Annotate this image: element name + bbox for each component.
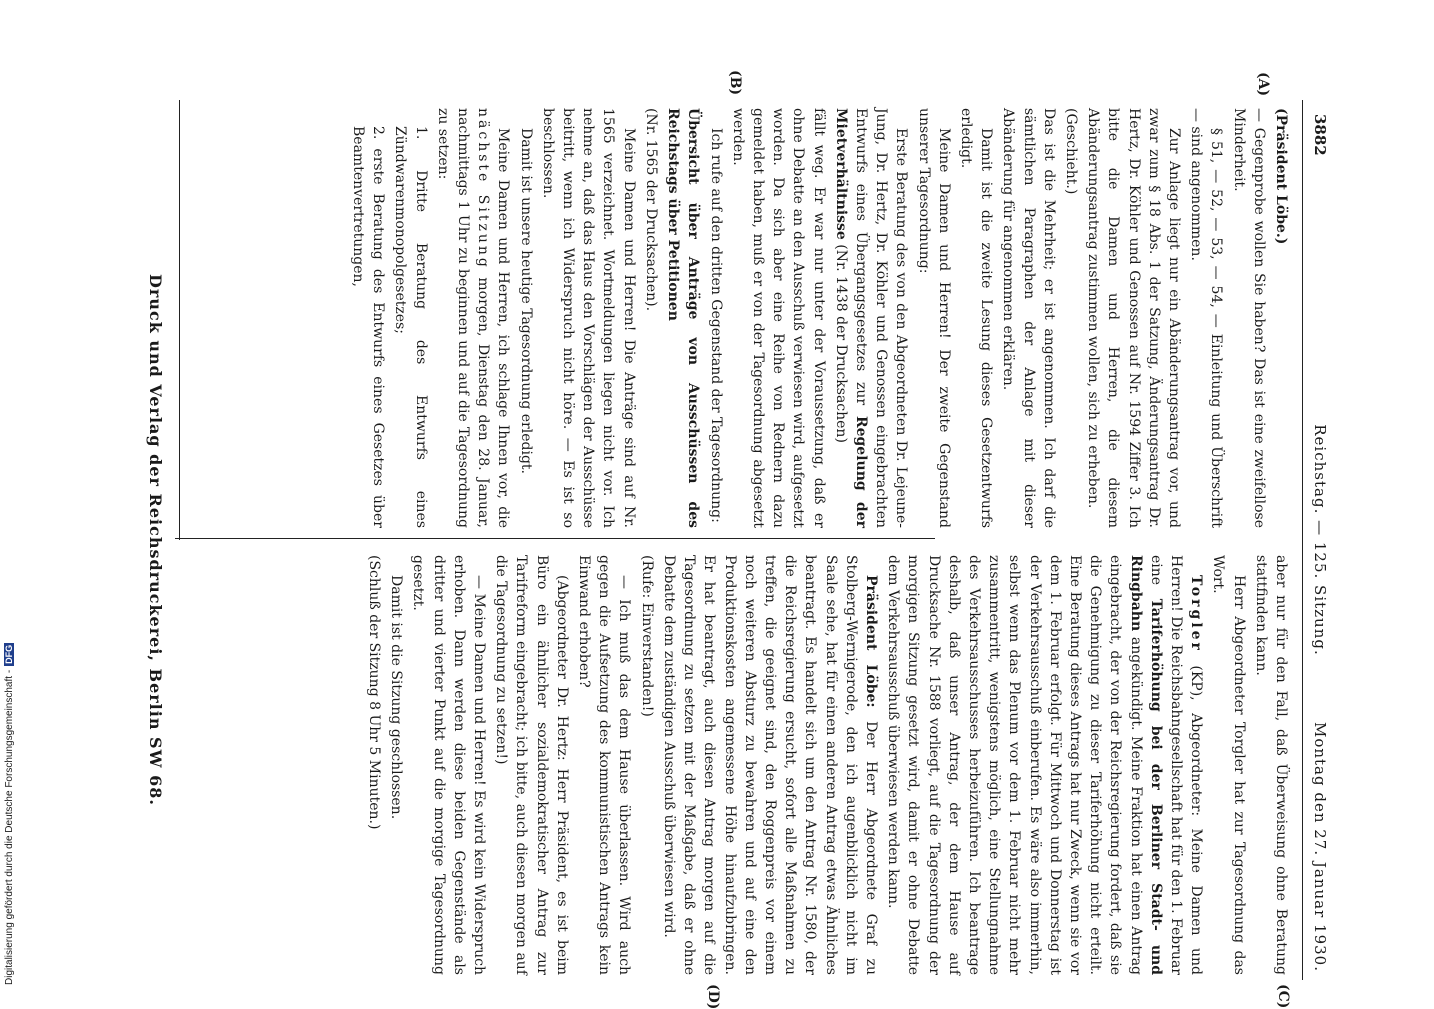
paragraph: Damit ist die zweite Lesung dieses Gesetzentwurfs erledigt. — [957, 108, 995, 528]
paragraph: Meine Damen und Herren! Die Anträge sind auf Nr. 1565 verzeichnet. Wortmeldungen liegen nicht vor. Ich nehme an, daß das Haus den Vorschlägen der Ausschüsse beitritt, wenn ich Widerspruch nicht höre. — Es ist so beschlossen. — [539, 108, 637, 528]
paragraph: Meine Damen und Herren! Der zweite Gegenstand unserer Tagesordnung: — [915, 108, 952, 528]
paragraph: Das ist die Mehrheit; er ist angenommen. Ich darf die sämtlichen Paragraphen der Anlage mit dieser Abänderung für angenommen erklären. — [1000, 108, 1057, 528]
paragraph: aber nur für den Fall, daß Überweisung ohne Beratung stattfinden kann. — [1252, 555, 1289, 975]
right-column — [362, 555, 1291, 975]
agenda-list-item: 2. erste Beratung des Entwurfs eines Gesetzes über Beamtenvertretungen, — [350, 126, 387, 528]
margin-mark-d: (D) — [705, 984, 721, 1009]
paragraph: Damit ist unsere heutige Tagesordnung erledigt. — [517, 128, 534, 474]
margin-mark-b: (B) — [727, 70, 743, 96]
next-session-paragraph: Meine Damen und Herren, ich schlage Ihnen vor, die nächste Sitzung morgen, Dienstag den 28. Januar, nachmittags 1 Uhr zu beginnen und auf die Tagesordnung zu setzen: — [434, 108, 512, 528]
paragraph: — Ich muß das dem Hause überlassen. Wird auch gegen die Aufsetzung des kommunistischen Antrags kein Einwand erhoben? — [576, 555, 633, 975]
speaker-name: Torgler — [1188, 575, 1205, 653]
agenda-item-3-ref: (Nr. 1565 der Drucksachen). — [642, 108, 659, 312]
paragraph: § 51, — 52, — 53, — 54, — Einleitung und Überschrift — sind angenommen. — [1188, 108, 1225, 528]
page-number: 3882 — [1311, 114, 1329, 156]
printer-imprint: Druck und Verlag der Reichsdruckerei, Berlin SW 68. — [146, 274, 165, 806]
session-title: Reichstag. — 125. Sitzung. — [1311, 424, 1329, 656]
session-date: Montag den 27. Januar 1930. — [1311, 721, 1329, 972]
margin-mark-a: (A) — [1255, 72, 1271, 97]
agenda-list-item: 1. Dritte Beratung des Entwurfs eines Zündwarenmonopolgesetzes; — [392, 126, 429, 528]
paragraph: Ich rufe auf den dritten Gegenstand der Tagesordnung: — [707, 128, 724, 523]
session-close: (Schluß der Sitzung 8 Uhr 5 Minuten.) — [366, 555, 383, 830]
next-session-spaced: nächste Sitzung — [475, 108, 492, 270]
margin-mark-c: (C) — [1275, 984, 1291, 1009]
paragraph: — Gegenprobe wollen Sie haben? Das ist eine zweifellose Minderheit. — [1230, 108, 1267, 528]
paragraph: — Meine Damen und Herren! Es wird kein Widerspruch erhoben. Dann werden diese beiden Gegenstände als dritter und vierter Punkt auf die morgige Tagesordnung gesetzt. — [410, 555, 488, 975]
paragraph: Herr Abgeordneter Torgler hat zur Tagesordnung das Wort. — [1210, 555, 1247, 975]
left-column — [346, 108, 1291, 528]
column-divider — [175, 538, 935, 539]
agenda-item-3-title: Übersicht über Anträge von Ausschüssen des Reichstags über Petitionen — [665, 108, 702, 528]
rotated-document-page — [115, 70, 1335, 1009]
speaker-name: Präsident Löbe: — [862, 575, 879, 708]
stage-direction: (Geschieht.) — [1062, 108, 1079, 195]
interjection: (Abgeordneter Dr. Hertz: Herr Präsident, es ist beim Büro ein ähnlicher sozialdemokratischer Antrag zur Tarifreform eingebracht; ich bitte, auch diesen morgen auf die Tagesordnung zu setzen!) — [493, 555, 570, 975]
page-header — [1301, 100, 1335, 980]
stage-direction: (Rufe: Einverstanden!) — [638, 555, 655, 717]
agenda-item-2: Erste Beratung des von den Abgeordneten Dr. Lejeune-Jung, Dr. Hertz, Dr. Köhler und Genossen eingebrachten Entwurfs eines Übergangsgesetzes zur Regelung der Mietverhältnisse (Nr. 1438 der Drucksachen) — [832, 108, 910, 528]
speech-torgler: Torgler (KP), Abgeordneter: Meine Damen und Herren! Die Reichsbahngesellschaft hat für den 1. Februar eine Tariferhöhung bei der Berliner Stadt- und Ringbahn angekündigt. Meine Fraktion hat einen Antrag eingebracht, der von der Reichsregierung fordert, daß sie die Genehmigung zu dieser Tariferhöhung nicht erteilt. Eine Beratung dieses Antrags hat nur Zweck, wenn sie vor dem 1. Februar erfolgt. Für Mittwoch und Donnerstag ist der Verkehrsausschuß einberufen. Es wäre also immerhin, selbst wenn das Plenum vor dem 1. Februar nicht mehr zusammentritt, wenigstens möglich, eine Stellungnahme des Verkehrsausschusses herbeizuführen. Ich beantrage deshalb, daß unser Antrag, der dem Hause auf Drucksache Nr. 1588 vorliegt, auf die Tagesordnung der morgigen Sitzung gesetzt wird, damit er ohne Debatte dem Verkehrsausschuß überwiesen werden kann. — [885, 555, 1205, 975]
bold-phrase: Tariferhöhung bei der Berliner Stadt- und Ringbahn — [1127, 555, 1164, 975]
paragraph: Zur Anlage liegt nur ein Abänderungsantrag vor, und zwar zum § 18 Abs. 1 der Satzung, Änderungsantrag Dr. Hertz, Dr. Köhler und Genossen auf Nr. 1594 Ziffer 3. Ich bitte die Damen und Herren, die diesem Abänderungsantrag zustimmen wollen, sich zu erheben. — [1085, 108, 1182, 528]
paragraph: fällt weg. Er war nur unter der Voraussetzung, daß er ohne Debatte an den Ausschuß verwiesen wird, aufgesetzt worden. Da sich aber eine Reihe von Rednern dazu gemeldet haben, muß er von der Tagesordnung abgesetzt werden. — [729, 108, 827, 528]
agenda-item-title: Regelung der Mietverhältnisse — [832, 108, 869, 528]
speech-president: Präsident Löbe: Der Herr Abgeordnete Graf zu Stolberg-Wernigerode, den ich augenblicklich nicht im Saale sehe, hat für einen anderen Antrag etwas Ähnliches beantragt. Es handelt sich um den Antrag Nr. 1580, der die Reichsregierung ersucht, sofort alle Maßnahmen zu treffen, die geeignet sind, den Roggenpreis vor einem noch weiteren Absturz zu bewahren und auf eine den Produktionskosten angemessene Höhe hinaufzubringen. Er hat beantragt, auch diesen Antrag morgen auf die Tagesordnung zu setzen mit der Maßgabe, daß er ohne Debatte dem zuständigen Ausschuß überwiesen wird. — [660, 555, 879, 976]
speaker-president: (Präsident Löbe.) — [1273, 108, 1289, 245]
header-rule — [1302, 100, 1303, 980]
paragraph: Damit ist die Sitzung geschlossen. — [388, 575, 405, 820]
dfg-logo: DFG — [4, 644, 14, 664]
digitization-note: Digitalisierung gefördert durch die Deutsche Forschungsgemeinschaft -DFG — [4, 644, 15, 985]
footer-rule — [179, 100, 180, 540]
